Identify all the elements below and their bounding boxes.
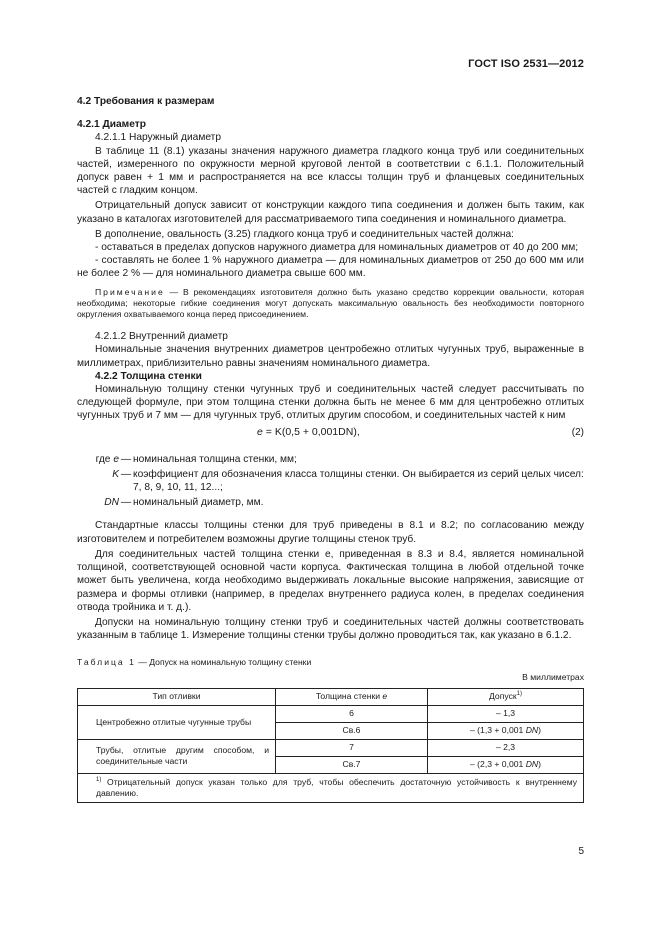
definition-symbol: DN (104, 497, 119, 509)
table-footnote-row (78, 773, 584, 802)
standard-header: ГОСТ ISO 2531—2012 (468, 58, 584, 70)
definition-text: коэффициент для обозначения класса толщины стенки. Он выбирается из серий целых чисел: 7, 8, 9, 10, 11, 12...; (133, 468, 584, 494)
column-header-type: Тип отливки (78, 688, 276, 705)
note-label: Примечание (95, 286, 165, 297)
definition-dn: DN — номинальный диаметр, мм. (77, 496, 584, 509)
cell-tolerance: – 2,3 (428, 739, 584, 756)
definition-e: где e — номинальная толщина стенки, мм; (77, 453, 584, 466)
table-row (78, 739, 584, 756)
formula-rhs: K(0,5 + 0,001DN), (274, 425, 360, 438)
definition-symbol: где e (95, 453, 119, 465)
cell-thickness: 6 (276, 705, 428, 722)
paragraph: Для соединительных частей толщина стенки e, приведенная в 8.3 и 8.4, является номинальной толщиной, соответствующей основной части корпуса. Фактическая толщина в любой отдельной точке может быть увеличена, когда необходимо выдерживать локальные высокие напряжения, зависящие от размера и формы отливки (например, в пределах внутреннего радиуса колен, в пределах соединения отвода тройника и т. д.). (77, 548, 584, 613)
note-text: — В рекомендациях изготовителя должно быть указано средство коррекции овальности, которая необходима; некоторые гибкие соединения могут допускать максимальную овальность без необходимости повторного округления охватываемого конца перед присоединением. (77, 286, 584, 320)
cell-thickness: Св.7 (276, 756, 428, 773)
column-header-thickness: Толщина стенки e (276, 688, 428, 705)
table-caption (77, 656, 584, 669)
tolerance-table (77, 688, 584, 803)
definition-k: K — коэффициент для обозначения класса толщины стенки. Он выбирается из серий целых чисел: 7, 8, 9, 10, 11, 12...; (77, 468, 584, 494)
cell-type: Трубы, отлитые другим способом, и соединительные части (78, 739, 276, 773)
paragraph: В дополнение, овальность (3.25) гладкого конца труб и соединительных частей должна: (95, 228, 515, 240)
subsubsection-title-outer-diameter: 4.2.1.1 Наружный диаметр (95, 132, 222, 144)
column-header-tolerance: Допуск$^{1)}$ (428, 688, 584, 705)
paragraph: Номинальную толщину стенки чугунных труб и соединительных частей следует рассчитывать по следующей формуле, при этом толщина стенки должна быть не менее 6 мм для центробежно отлитых чугунных труб и 7 мм — для чугунных труб, отлитых другим способом, и соединительных частей к ним (77, 384, 584, 422)
paragraph: Номинальные значения внутренних диаметров центробежно отлитых чугунных труб, выраженные в миллиметрах, приблизительно равны значениям номинального диаметра. (77, 344, 584, 369)
definitions (77, 453, 584, 510)
list-item: - составлять не более 1 % наружного диаметра — для номинальных диаметров от 250 до 600 мм или не более 2 % — для номинального диаметра свыше 600 мм. (77, 255, 584, 280)
section-title: 4.2 Требования к размерам (77, 96, 215, 107)
subsubsection-title-inner-diameter: 4.2.1.2 Внутренний диаметр (95, 331, 228, 343)
cell-type: Центробежно отлитые чугунные трубы (78, 705, 276, 739)
formula-number: (2) (571, 426, 584, 438)
paragraph: Отрицательный допуск зависит от конструкции каждого типа соединения и должен быть таким, как указано в каталогах изготовителей для рассматриваемого типа соединения и номинального диаметра. (77, 200, 584, 225)
definition-text: номинальная толщина стенки, мм; (133, 453, 297, 465)
table-caption-label: Таблица 1 (77, 657, 136, 668)
table-row (78, 705, 584, 722)
cell-tolerance: – (1,3 + 0,001 DN) (428, 722, 584, 739)
formula (77, 425, 584, 441)
table-caption-text: — Допуск на номинальную толщину стенки (135, 657, 312, 668)
subsection-title-wall-thickness: 4.2.2 Толщина стенки (95, 370, 202, 382)
paragraph: Стандартные классы толщины стенки для труб приведены в 8.1 и 8.2; по согласованию между изготовителем и потребителем возможны другие толщины стенок труб. (77, 520, 584, 545)
paragraph: В таблице 11 (8.1) указаны значения наружного диаметра гладкого конца труб или соединительных частей, измеренного по окружности мерной круговой лентой в соответствии с 6.1.1. Положительный допуск равен + 1 мм и распространяется на все классы толщин труб и фланцевых соединительных частей с гладким концом. (77, 145, 584, 197)
page-number: 5 (578, 846, 584, 857)
table-footnote: $^{1)}$ Отрицательный допуск указан только для труб, чтобы обеспечить достаточную устойчивость к внутреннему давлению. (78, 773, 584, 802)
table-header-row (78, 688, 584, 705)
cell-tolerance: – (2,3 + 0,001 DN) (428, 756, 584, 773)
cell-tolerance: – 1,3 (428, 705, 584, 722)
note (77, 287, 584, 321)
definition-symbol: K (112, 468, 119, 480)
list-item: - оставаться в пределах допусков наружного диаметра для номинальных диаметров от 40 до 200 мм; (95, 242, 579, 254)
cell-thickness: 7 (276, 739, 428, 756)
paragraph: Допуски на номинальную толщину стенки труб и соединительных частей должны соответствовать указанным в таблице 1. Измерение толщины стенки трубы должно проводиться так, как указано в 6.1.2. (77, 616, 584, 642)
page-content (77, 95, 584, 803)
subsection-title-diameter: 4.2.1 Диаметр (77, 119, 146, 131)
cell-thickness: Св.6 (276, 722, 428, 739)
definition-text: номинальный диаметр, мм. (133, 497, 264, 509)
formula-lhs: e (257, 425, 263, 438)
table-unit-note: В миллиметрах (522, 671, 584, 682)
formula-expression: e = K(0,5 + 0,001DN), (257, 425, 360, 438)
